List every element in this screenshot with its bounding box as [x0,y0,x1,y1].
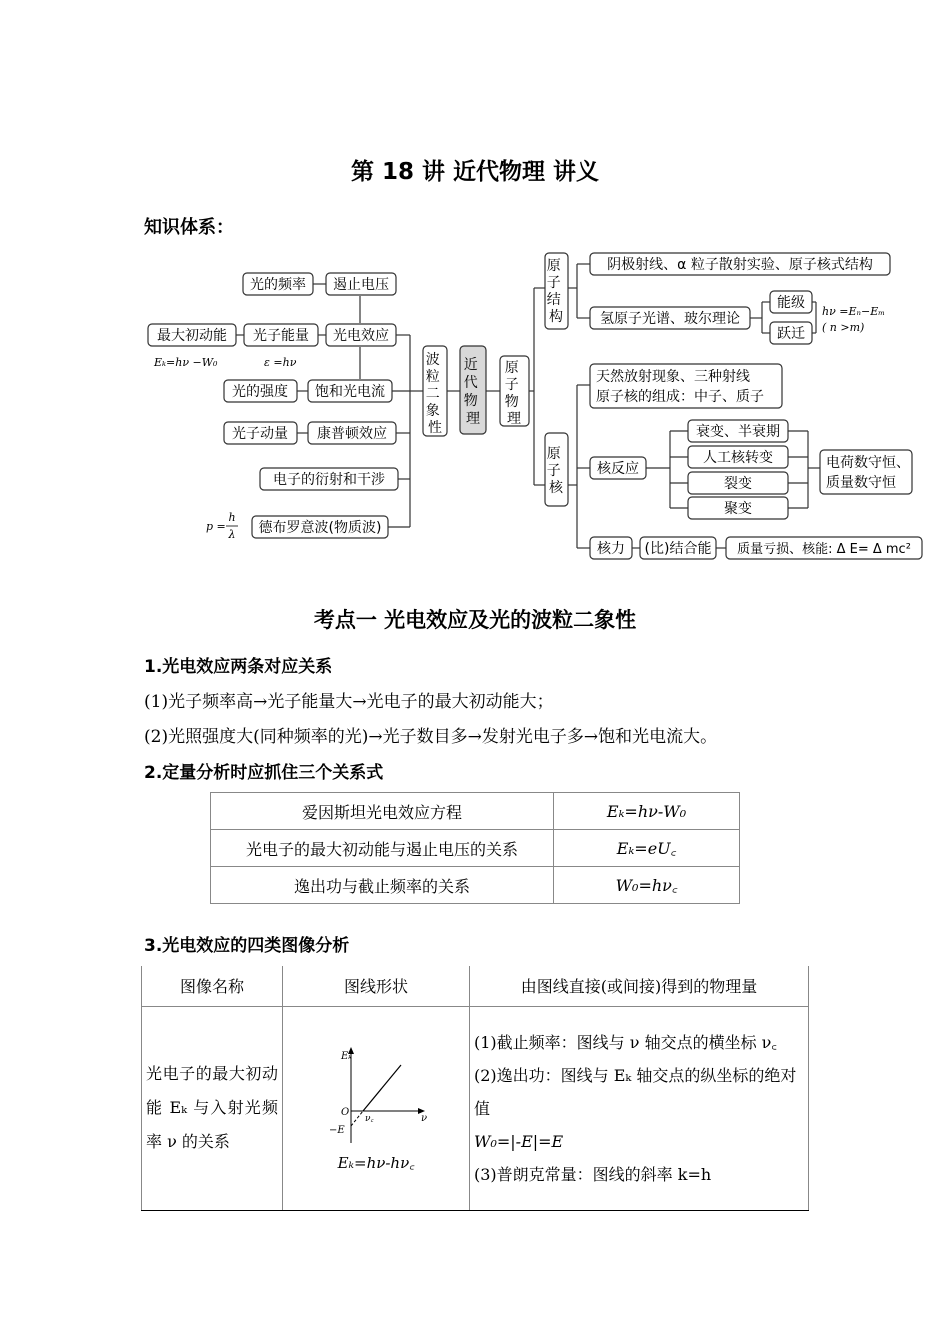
p1-b: (2)光照强度大(同种频率的光)→光子数目多→发射光电子多→饱和光电流大。 [144,727,718,747]
p-formula-left: p = [206,520,226,533]
header-name: 图像名称 [142,966,283,1006]
text-atom-structure: 原 子 结 构 [546,258,563,325]
text-nuclear-reaction: 核反应 [597,461,639,477]
text-photon-energy: 光子能量 [253,328,309,344]
text-hydrogen-spectrum: 氢原子光谱、玻尔理论 [600,311,740,327]
graph-origin: O [341,1107,350,1118]
info-line: (2)逸出功：图线与 Eₖ 轴交点的纵坐标的绝对值 [474,1065,797,1118]
ek-formula: Eₖ=hν −W₀ [154,356,218,369]
text-binding-energy: (比)结合能 [644,541,712,557]
page-title: 第 18 讲 近代物理 讲义 [350,159,600,185]
row1-caption: Eₖ=hν-hν꜀ [337,1154,415,1172]
graph-neg-e-label: −E [329,1125,345,1136]
text-artificial: 人工核转变 [703,450,773,466]
p-formula-num: h [228,511,236,524]
relation-name: 逸出功与截止频率的关系 [211,867,554,904]
ek-nu-graph [321,1043,431,1153]
relation-formula: Eₖ=eU꜀ [554,830,740,867]
text-fission: 裂变 [724,476,752,492]
table-row [211,830,740,867]
text-compton: 康普顿效应 [317,426,387,442]
text-radioactivity-2: 原子核的组成：中子、质子 [596,389,764,405]
relation-name: 光电子的最大初动能与遏止电压的关系 [211,830,554,867]
text-photon-momentum: 光子动量 [232,426,288,442]
text-center-modern-physics: 近 代 物 理 [463,357,480,427]
text-mass-defect: 质量亏损、核能: Δ E= Δ mc² [737,542,911,557]
text-stop-voltage: 遏止电压 [333,277,389,293]
text-energy-level: 能级 [777,295,805,311]
text-max-ke: 最大初动能 [157,328,227,344]
relations-table [210,792,740,904]
relation-formula: Eₖ=hν-W₀ [554,793,740,830]
text-de-broglie: 德布罗意波(物质波) [258,520,382,536]
text-light-frequency: 光的频率 [250,277,306,293]
graph-y-label: Eₖ [341,1051,352,1062]
transition-formula: hν =Eₙ−Eₘ [822,305,885,318]
eps-formula: ε =hν [264,356,297,369]
p1-a: (1)光子频率高→光子能量大→光电子的最大初动能大； [144,692,554,712]
text-photoelectric: 光电效应 [333,328,389,344]
row1-info [470,1006,809,1210]
header-quantity: 由图线直接(或间接)得到的物理量 [470,966,809,1006]
transition-cond: ( n >m) [822,321,865,334]
table-row [211,867,740,904]
text-conservation-1: 电荷数守恒、 [826,455,910,471]
knowledge-mindmap [140,248,930,568]
graph-vc-label: ν꜀ [365,1114,374,1124]
table-header-row [142,966,809,1006]
table-row [211,793,740,830]
text-nucleus: 原 子 核 [546,446,563,496]
p1-title: 1.光电效应两条对应关系 [144,657,333,677]
graph-analysis-table [141,966,809,1211]
text-conservation-2: 质量数守恒 [826,475,896,491]
text-wave-particle: 波 粒 二 象 性 [425,352,442,436]
text-atomic-physics: 原 子 物 理 [504,360,521,427]
relation-formula: W₀=hν꜀ [554,867,740,904]
text-cathode-ray: 阴极射线、α 粒子散射实验、原子核式结构 [607,257,873,273]
text-nuclear-force: 核力 [597,541,625,557]
text-radioactivity-1: 天然放射现象、三种射线 [596,369,750,385]
text-decay: 衰变、半衰期 [696,424,780,440]
relation-name: 爱因斯坦光电效应方程 [211,793,554,830]
text-fusion: 聚变 [724,501,752,517]
row1-name: 光电子的最大初动能 Eₖ 与入射光频率 ν 的关系 [142,1006,283,1210]
p2-title: 2.定量分析时应抓住三个关系式 [144,763,384,783]
table-row [142,1006,809,1210]
info-line: (3)普朗克常量：图线的斜率 k=h [474,1164,712,1184]
row1-graph-cell [283,1006,470,1210]
p3-title: 3.光电效应的四类图像分析 [144,936,350,956]
info-line: (1)截止频率：图线与 ν 轴交点的横坐标 ν꜀ [474,1032,777,1052]
section-heading: 考点一 光电效应及光的波粒二象性 [313,608,637,632]
text-light-intensity: 光的强度 [232,384,288,400]
text-transition: 跃迁 [777,326,805,342]
knowledge-label: 知识体系： [144,217,234,238]
text-saturation-current: 饱和光电流 [315,384,385,400]
graph-x-label: ν [421,1113,428,1124]
info-line: W₀=|-E|=E [474,1131,564,1151]
p-formula-den: λ [228,528,236,541]
header-shape: 图线形状 [283,966,470,1006]
text-electron-diffraction: 电子的衍射和干涉 [273,472,385,488]
